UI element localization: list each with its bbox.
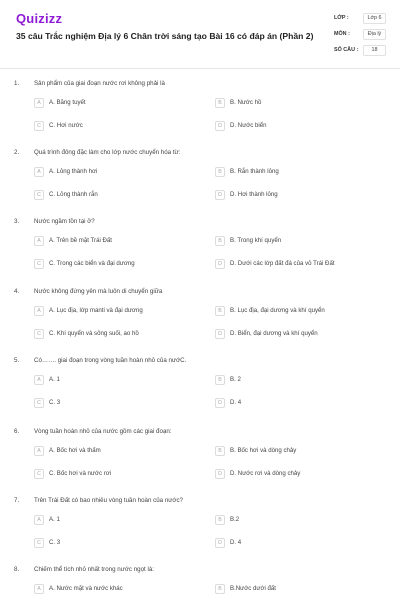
question-text: Trên Trái Đất có bao nhiêu vòng tuần hoàn của nước?	[34, 497, 184, 504]
option-letter-box: B	[215, 515, 225, 525]
option-text: B.2	[230, 516, 240, 523]
option-letter-box: B	[215, 167, 225, 177]
option-text: B. Rắn thành lỏng	[230, 168, 279, 175]
answer-option-d[interactable]	[215, 468, 385, 480]
question-number: 4.	[14, 288, 20, 295]
answer-option-d[interactable]	[215, 258, 385, 270]
question-text: Chiếm thể tích nhỏ nhất trong nước ngọt là:	[34, 566, 154, 573]
option-letter-box: A	[34, 306, 44, 316]
option-text: A. 1	[49, 516, 60, 523]
option-text: B. Nước hồ	[230, 99, 262, 106]
option-letter-box: B	[215, 236, 225, 246]
option-letter-box: D	[215, 469, 225, 479]
option-letter-box: B	[215, 446, 225, 456]
answer-option-b[interactable]	[215, 97, 385, 109]
answer-option-b[interactable]	[215, 305, 385, 317]
option-letter-box: D	[215, 329, 225, 339]
option-letter-box: D	[215, 259, 225, 269]
option-letter-box: C	[34, 121, 44, 131]
answer-option-a[interactable]	[34, 166, 204, 178]
question-5	[0, 357, 400, 417]
option-text: A. Lỏng thành hơi	[49, 168, 98, 175]
option-text: A. Nước mặt và nước khác	[49, 585, 123, 592]
option-letter-box: C	[34, 259, 44, 269]
question-1	[0, 80, 400, 140]
question-number: 8.	[14, 566, 20, 573]
option-letter-box: C	[34, 538, 44, 548]
question-number: 6.	[14, 428, 20, 435]
answer-option-c[interactable]	[34, 258, 204, 270]
meta-row-grade	[334, 13, 390, 29]
option-text: A. Lục địa, lớp manti và đại dương	[49, 307, 143, 314]
option-text: B.Nước dưới đất	[230, 585, 276, 592]
option-letter-box: D	[215, 398, 225, 408]
question-8	[0, 566, 400, 600]
answer-option-d[interactable]	[215, 189, 385, 201]
meta-label: MÔN :	[334, 31, 350, 37]
meta-value: Địa lý	[363, 29, 386, 40]
option-letter-box: C	[34, 398, 44, 408]
answer-option-a[interactable]	[34, 97, 204, 109]
meta-label: LỚP :	[334, 15, 349, 21]
option-text: C. Bốc hơi và nước rơi	[49, 470, 112, 477]
worksheet-meta	[334, 13, 390, 61]
question-text: Quá trình đông đặc làm cho lớp nước chuyển hóa từ:	[34, 149, 181, 156]
quizizz-logo[interactable]: Quizizz	[16, 11, 63, 26]
question-text: Có……. giai đoạn trong vòng tuần hoàn nhỏ của nướC.	[34, 357, 187, 364]
answer-option-b[interactable]	[215, 514, 385, 526]
answer-option-c[interactable]	[34, 328, 204, 340]
option-letter-box: A	[34, 375, 44, 385]
answer-option-c[interactable]	[34, 189, 204, 201]
worksheet-header	[0, 0, 400, 70]
option-letter-box: C	[34, 190, 44, 200]
answer-option-b[interactable]	[215, 166, 385, 178]
meta-value: Lớp 6	[363, 13, 386, 24]
answer-option-b[interactable]	[215, 583, 385, 595]
answer-option-c[interactable]	[34, 537, 204, 549]
meta-label: SỐ CÂU :	[334, 47, 359, 53]
answer-option-b[interactable]	[215, 235, 385, 247]
header-divider	[0, 68, 400, 69]
meta-row-subject	[334, 29, 390, 45]
option-text: D. 4	[230, 399, 242, 406]
answer-option-d[interactable]	[215, 328, 385, 340]
option-text: C. Lỏng thành rắn	[49, 191, 98, 198]
option-text: D. Biển, đại dương và khí quyển	[230, 330, 318, 337]
option-letter-box: C	[34, 469, 44, 479]
question-text: Nước ngầm tồn tại ở?	[34, 218, 95, 225]
question-2	[0, 149, 400, 209]
question-text: Sản phẩm của giai đoạn nước rơi không phải là	[34, 80, 165, 87]
answer-option-a[interactable]	[34, 235, 204, 247]
option-letter-box: A	[34, 236, 44, 246]
option-text: B. Bốc hơi và dòng chảy	[230, 447, 297, 454]
question-7	[0, 497, 400, 557]
question-number: 1.	[14, 80, 20, 87]
option-letter-box: A	[34, 515, 44, 525]
answer-option-a[interactable]	[34, 374, 204, 386]
option-text: A. Trên bề mặt Trái Đất	[49, 237, 112, 244]
meta-row-count	[334, 45, 390, 61]
option-letter-box: A	[34, 167, 44, 177]
question-4	[0, 288, 400, 348]
question-text: Vòng tuần hoàn nhỏ của nước gồm các giai đoạn:	[34, 428, 172, 435]
question-number: 3.	[14, 218, 20, 225]
option-letter-box: D	[215, 190, 225, 200]
option-letter-box: D	[215, 538, 225, 548]
answer-option-d[interactable]	[215, 537, 385, 549]
option-text: D. Dưới các lớp đất đá của vỏ Trái Đất	[230, 260, 335, 267]
option-text: A. Băng tuyết	[49, 99, 86, 106]
option-text: B. Trong khí quyển	[230, 237, 282, 244]
answer-option-a[interactable]	[34, 583, 204, 595]
option-text: C. Khí quyển và sông suối, ao hồ	[49, 330, 139, 337]
worksheet-title: 35 câu Trắc nghiệm Địa lý 6 Chân trời sáng tạo Bài 16 có đáp án (Phần 2)	[16, 31, 314, 41]
option-text: B. Lục địa, đại dương và khí quyển	[230, 307, 325, 314]
answer-option-c[interactable]	[34, 468, 204, 480]
option-text: B. 2	[230, 376, 241, 383]
option-text: A. 1	[49, 376, 60, 383]
question-text: Nước không đứng yên mà luôn di chuyển giữa	[34, 288, 163, 295]
option-letter-box: A	[34, 446, 44, 456]
option-text: D. Hơi thành lỏng	[230, 191, 278, 198]
meta-value: 18	[363, 45, 386, 56]
question-3	[0, 218, 400, 278]
question-number: 2.	[14, 149, 20, 156]
option-letter-box: B	[215, 584, 225, 594]
answer-option-a[interactable]	[34, 514, 204, 526]
option-text: D. Nước biển	[230, 122, 267, 129]
answer-option-d[interactable]	[215, 397, 385, 409]
option-letter-box: A	[34, 98, 44, 108]
question-number: 5.	[14, 357, 20, 364]
question-number: 7.	[14, 497, 20, 504]
answer-option-a[interactable]	[34, 305, 204, 317]
option-letter-box: A	[34, 584, 44, 594]
option-letter-box: C	[34, 329, 44, 339]
option-text: A. Bốc hơi và thấm	[49, 447, 101, 454]
answer-option-d[interactable]	[215, 120, 385, 132]
question-6	[0, 428, 400, 488]
option-letter-box: B	[215, 98, 225, 108]
option-letter-box: B	[215, 375, 225, 385]
option-text: C. Hơi nước	[49, 122, 83, 129]
answer-option-a[interactable]	[34, 445, 204, 457]
option-letter-box: D	[215, 121, 225, 131]
answer-option-b[interactable]	[215, 374, 385, 386]
answer-option-b[interactable]	[215, 445, 385, 457]
option-text: D. Nước rơi và dòng chảy	[230, 470, 301, 477]
option-text: C. Trong các biển và đại dương	[49, 260, 135, 267]
option-text: C. 3	[49, 399, 61, 406]
answer-option-c[interactable]	[34, 397, 204, 409]
option-letter-box: B	[215, 306, 225, 316]
answer-option-c[interactable]	[34, 120, 204, 132]
option-text: D. 4	[230, 539, 242, 546]
option-text: C. 3	[49, 539, 61, 546]
